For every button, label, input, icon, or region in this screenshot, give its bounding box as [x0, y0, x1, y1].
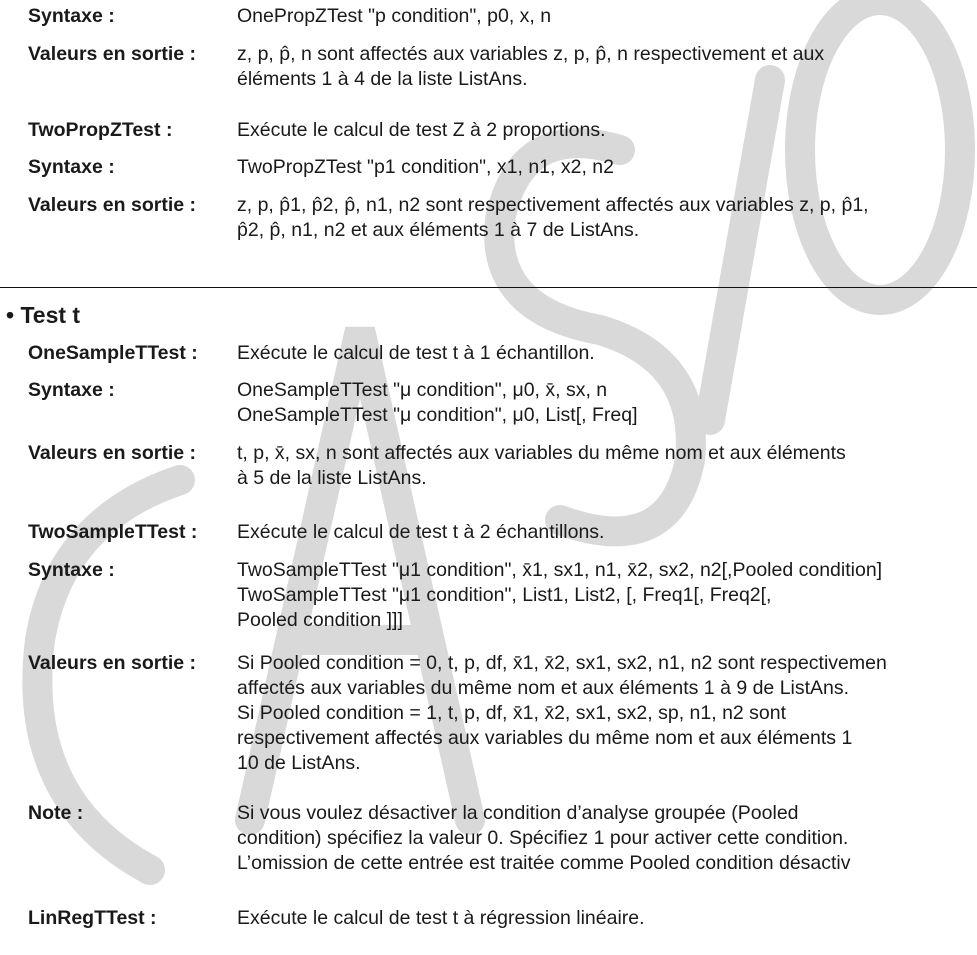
- entry-value: [237, 441, 973, 491]
- entry-value: [237, 155, 973, 180]
- entry-line: OneSampleTTest "μ condition", μ0, List[, Freq]: [237, 404, 638, 426]
- section-title: • Test t: [6, 302, 81, 328]
- entry-line: condition) spécifiez la valeur 0. Spécifiez 1 pour activer cette condition.: [237, 827, 849, 849]
- entry-value: [237, 906, 973, 931]
- entry-line: Exécute le calcul de test Z à 2 proportions.: [237, 119, 606, 141]
- entry-label: Syntaxe :: [28, 5, 115, 27]
- entry-label: Note :: [28, 802, 84, 824]
- entry-line: TwoSampleTTest "μ1 condition", List1, List2, [, Freq1[, Freq2[,: [237, 584, 772, 606]
- entry-label: Syntaxe :: [28, 379, 115, 401]
- entry-line: à 5 de la liste ListAns.: [237, 467, 427, 489]
- entry-line: Si Pooled condition = 1, t, p, df, x̄1, x̄2, sx1, sx2, sp, n1, n2 sont: [237, 702, 787, 724]
- entry-value: [237, 193, 973, 243]
- entry-value: [237, 42, 973, 92]
- entry-line: OnePropZTest "p condition", p0, x, n: [237, 5, 552, 27]
- entry-label: Valeurs en sortie :: [28, 442, 196, 464]
- entry-line: Pooled condition ]]]: [237, 609, 403, 631]
- entry-line: TwoSampleTTest "μ1 condition", x̄1, sx1, n1, x̄2, sx2, n2[,Pooled condition]: [237, 559, 883, 581]
- entry-line: Si Pooled condition = 0, t, p, df, x̄1, x̄2, sx1, sx2, n1, n2 sont respectivemen: [237, 652, 887, 674]
- entry-label: TwoPropZTest :: [28, 119, 173, 141]
- entry-value: [237, 651, 973, 776]
- entry-value: [237, 118, 973, 143]
- entry-label: OneSampleTTest :: [28, 342, 198, 364]
- entry-line: 10 de ListAns.: [237, 752, 361, 774]
- entry-label: Valeurs en sortie :: [28, 652, 196, 674]
- entry-line: affectés aux variables du même nom et aux éléments 1 à 9 de ListAns.: [237, 677, 850, 699]
- entry-line: Si vous voulez désactiver la condition d’analyse groupée (Pooled: [237, 802, 799, 824]
- entry-line: respectivement affectés aux variables du même nom et aux éléments 1: [237, 727, 853, 749]
- entry-line: z, p, p̂1, p̂2, p̂, n1, n2 sont respectivement affectés aux variables z, p, p̂1,: [237, 194, 869, 216]
- entry-line: Exécute le calcul de test t à 2 échantillons.: [237, 521, 605, 543]
- entry-value: [237, 801, 973, 876]
- entry-label: Syntaxe :: [28, 559, 115, 581]
- entry-line: éléments 1 à 4 de la liste ListAns.: [237, 68, 528, 90]
- entry-line: p̂2, p̂, n1, n2 et aux éléments 1 à 7 de ListAns.: [237, 219, 640, 241]
- entry-line: Exécute le calcul de test t à régression linéaire.: [237, 907, 645, 929]
- entry-value: [237, 378, 973, 428]
- entry-value: [237, 341, 973, 366]
- entry-label: Syntaxe :: [28, 156, 115, 178]
- entry-value: [237, 4, 973, 29]
- entry-line: OneSampleTTest "μ condition", μ0, x̄, sx, n: [237, 379, 608, 401]
- entry-line: L’omission de cette entrée est traitée comme Pooled condition désactiv: [237, 852, 851, 874]
- entry-line: t, p, x̄, sx, n sont affectés aux variables du même nom et aux éléments: [237, 442, 846, 464]
- entry-line: Exécute le calcul de test t à 1 échantillon.: [237, 342, 595, 364]
- entry-value: [237, 520, 973, 545]
- entry-line: TwoPropZTest "p1 condition", x1, n1, x2, n2: [237, 156, 614, 178]
- entry-label: Valeurs en sortie :: [28, 194, 196, 216]
- entry-line: z, p, p̂, n sont affectés aux variables z, p, p̂, n respectivement et aux: [237, 43, 825, 65]
- entry-label: TwoSampleTTest :: [28, 521, 198, 543]
- section-divider: [0, 287, 977, 288]
- entry-value: [237, 558, 973, 633]
- entry-label: Valeurs en sortie :: [28, 43, 196, 65]
- entry-label: LinRegTTest :: [28, 907, 157, 929]
